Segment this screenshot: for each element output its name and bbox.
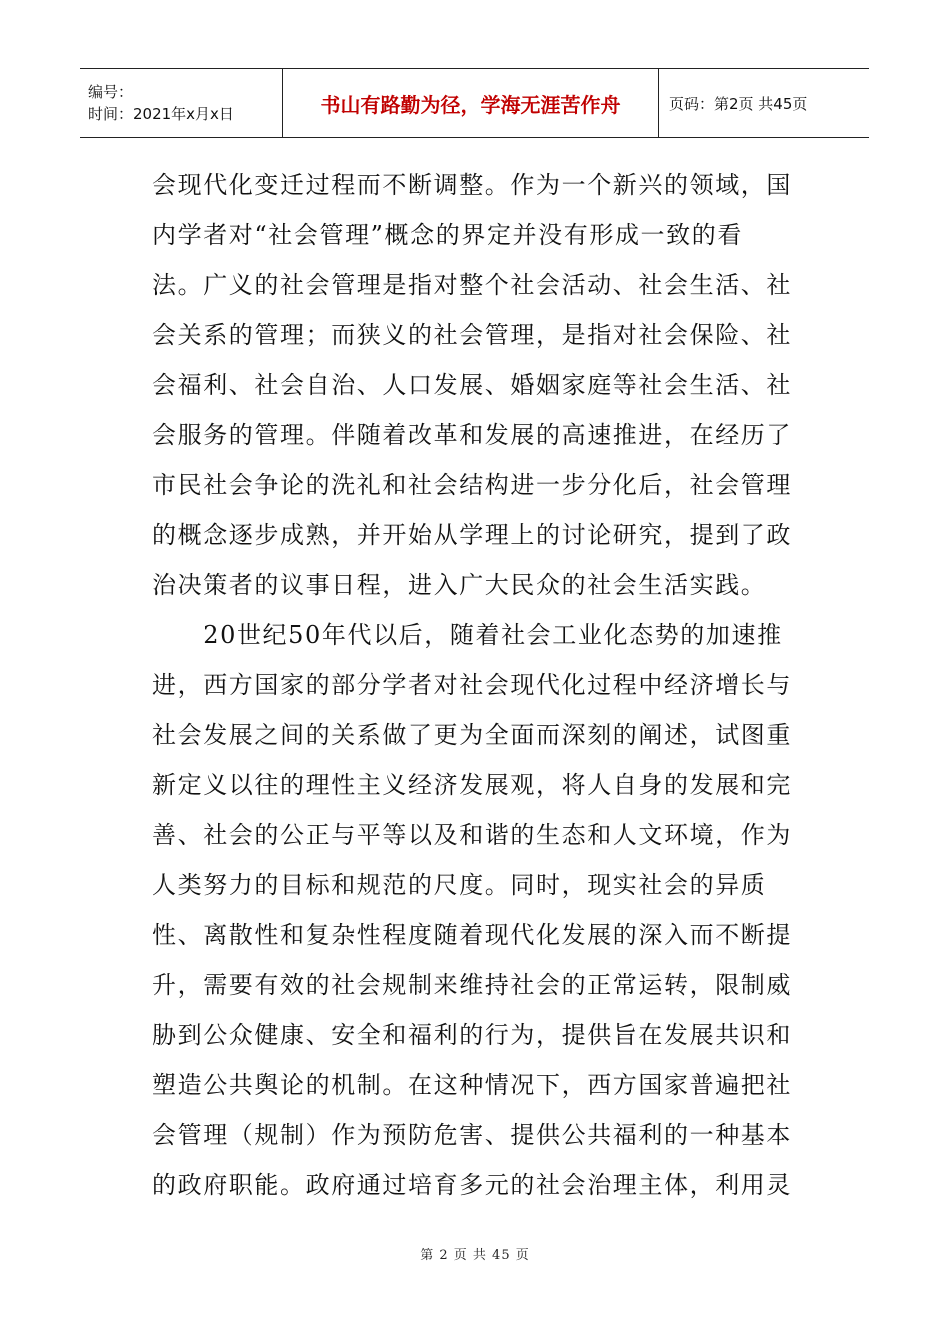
text-line: 善、社会的公正与平等以及和谐的生态和人文环境，作为 (152, 821, 792, 849)
text-line: 会管理（规制）作为预防危害、提供公共福利的一种基本 (152, 1121, 792, 1149)
text-line: 20世纪50年代以后，随着社会工业化态势的加速推 (152, 621, 783, 649)
text-line: 塑造公共舆论的机制。在这种情况下，西方国家普遍把社 (152, 1071, 792, 1099)
text-line: 法。广义的社会管理是指对整个社会活动、社会生活、社 (152, 271, 792, 299)
text-line: 治决策者的议事日程，进入广大民众的社会生活实践。 (152, 571, 767, 599)
motto-text: 书山有路勤为径，学海无涯苦作舟 (320, 92, 621, 117)
document-body (152, 160, 792, 1210)
text-line: 的政府职能。政府通过培育多元的社会治理主体，利用灵 (152, 1171, 792, 1199)
text-line: 新定义以往的理性主义经济发展观，将人自身的发展和完 (152, 771, 792, 799)
date-label: 时间：2021年x月x日 (88, 105, 234, 123)
text-line: 会福利、社会自治、人口发展、婚姻家庭等社会生活、社 (152, 371, 792, 399)
text-line: 性、离散性和复杂性程度随着现代化发展的深入而不断提 (152, 921, 792, 949)
serial-number-label: 编号： (88, 83, 134, 101)
footer-page-number: 第 2 页 共 45 页 (420, 1248, 530, 1263)
text-line: 内学者对“社会管理”概念的界定并没有形成一致的看 (152, 221, 743, 249)
text-line: 的概念逐步成熟，并开始从学理上的讨论研究，提到了政 (152, 521, 792, 549)
text-line: 升，需要有效的社会规制来维持社会的正常运转，限制威 (152, 971, 792, 999)
text-line: 会关系的管理；而狭义的社会管理，是指对社会保险、社 (152, 321, 792, 349)
header-motto-cell (283, 69, 659, 137)
text-line: 胁到公众健康、安全和福利的行为，提供旨在发展共识和 (152, 1021, 792, 1049)
text-line: 会现代化变迁过程而不断调整。作为一个新兴的领域，国 (152, 171, 792, 199)
text-line: 社会发展之间的关系做了更为全面而深刻的阐述，试图重 (152, 721, 792, 749)
text-line: 会服务的管理。伴随着改革和发展的高速推进，在经历了 (152, 421, 792, 449)
text-line: 人类努力的目标和规范的尺度。同时，现实社会的异质 (152, 871, 767, 899)
page-footer (0, 1244, 950, 1263)
header-page-cell (659, 69, 869, 137)
header-page-info: 页码：第2页 共45页 (669, 94, 808, 113)
text-line: 市民社会争论的洗礼和社会结构进一步分化后，社会管理 (152, 471, 792, 499)
header-meta-cell (80, 69, 283, 137)
text-line: 进，西方国家的部分学者对社会现代化过程中经济增长与 (152, 671, 792, 699)
page-header (80, 68, 869, 138)
